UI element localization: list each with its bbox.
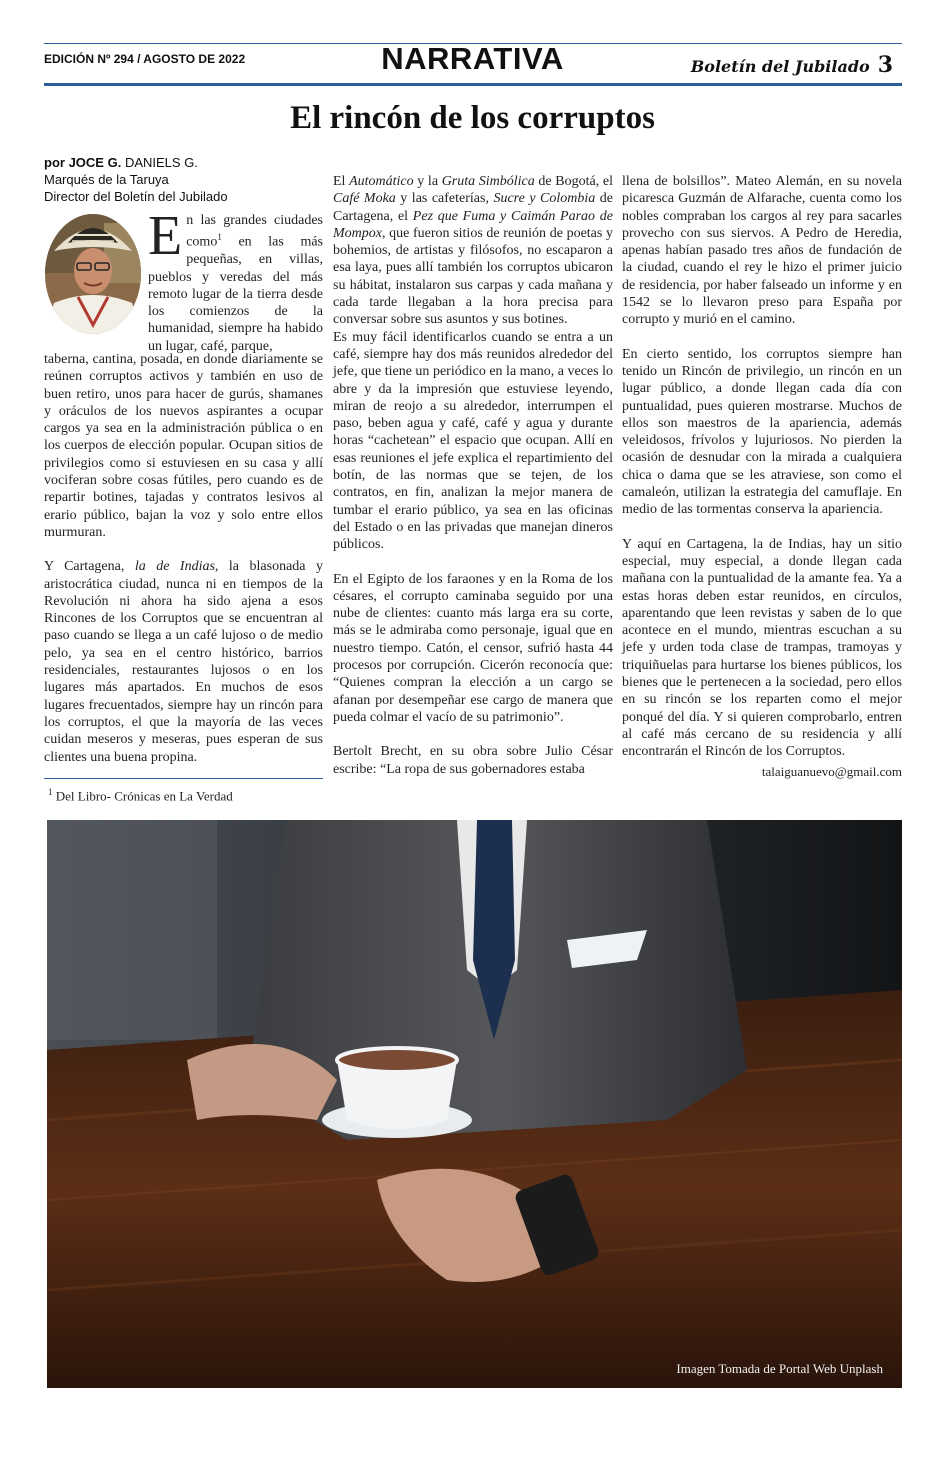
c2p1-a: El [333, 174, 350, 189]
author-email: talaiguanuevo@gmail.com [761, 764, 902, 779]
edition-label: EDICIÓN Nº 294 / AGOSTO DE 2022 [44, 52, 246, 66]
footnote-rule [44, 778, 323, 779]
c2p1-i5: Pez que Fuma y Caimán Parao de Mompox [333, 208, 613, 241]
footnote-ref: 1 [217, 232, 222, 243]
coffee-photo-illustration [47, 820, 902, 1388]
footnote [48, 787, 233, 804]
col3-paragraph-2: En cierto sentido, los corruptos siempre han tenido un Rincón de privilegio, un rincón en un lugar público, a donde llegan cada día con puntualidad, pues quieren mostrarse. Muchos de ellos son maestros de la apariencia, además veleidosos, frívolos y lujuriosos. No pierden la ocasión de desnudar con la mirada a cualquiera chica o dama que se les atraviese, son como el camaleón, utilizan la estrategia del camuflaje. En medio de las tormentas conserva la apariencia. [622, 346, 902, 518]
coffee-photo [47, 820, 902, 1388]
col2-paragraph-3: En el Egipto de los faraones y en la Roma de los césares, el corrupto caminaba seguido por una nube de clientes: cuanto más larga era su corte, más se le admiraba como personaje, igual que en nuestro tiempo. Catón, el censor, sufrió hasta 44 procesos por corrupción. Cicerón reconocía que: “Quienes compran la elección a un cargo se afanan por desempeñar ese cargo de manera que pueda colmar el vacío de su patrimonio”. [333, 571, 613, 725]
article-title: El rincón de los corruptos [290, 100, 655, 136]
section-title: NARRATIVA [381, 41, 564, 76]
footnote-text: Del Libro- Crónicas en La Verdad [52, 788, 233, 804]
col2-paragraph-2: Es muy fácil identificarlos cuando se entra a un café, siempre hay dos más reunidos alrededor del jefe, que tiene un periódico en la mano, a veces lo abre y da la impresión que estuviese leyendo, miran de reojo a su alrededor, interrumpen el paso, beben agua y café, café y agua y durante horas “cachetean” el espacio que ocupan. Allí en esas reuniones el jefe explica el repartimiento del botín, de las normas que se tejen, de los contratos, en fin, analizan la mejor manera de tumbar el erario público, ya sea en las oficinas del Estado o en las privadas que manejan dineros públicos. [333, 329, 613, 553]
header-bottom-rule [44, 83, 902, 86]
c2p1-c: de Bogotá, el [534, 174, 613, 189]
photo-credit: Imagen Tomada de Portal Web Unplash [676, 1361, 883, 1376]
byline-prefix: por [44, 155, 65, 170]
masthead-brand [691, 52, 893, 78]
c2p1-d: y las cafeterías, [395, 191, 494, 207]
byline-author-bold: JOCE G. [68, 155, 122, 170]
paragraph-2-text-b: , la blasonada y aristocrática ciudad, nunca ni en tiempos de la Revolución ni ahora ha sido ajena a esos Rincones de los Corruptos que se encuentran al paso cuando se llega a un café lujoso o de medio pelo, ya sea en el centro histórico, barrios residenciales, restaurantes lujosos o en los lugares más apartados. En muchos de esos lugares frecuentados, siempre hay un rincón para los corruptos, el que la mayoría de las veces cuidan meseros y meseras, pues esperan de sus clientes una buena propina. [44, 559, 323, 765]
c2p1-i1: Automático [349, 174, 414, 189]
col2-paragraph-4: Bertolt Brecht, en su obra sobre Julio César escribe: “La ropa de sus gobernadores estaba [333, 744, 613, 777]
c2p1-b: y la [413, 174, 442, 189]
byline-role: Director del Boletín del Jubilado [44, 189, 228, 204]
c2p1-i3: Café Moka [333, 191, 396, 207]
col2-paragraph-1 [333, 173, 613, 329]
c2p1-e: de Cartagena, el [333, 191, 613, 224]
byline [44, 154, 228, 205]
paragraph-2 [44, 558, 323, 766]
page-number: 3 [877, 52, 893, 78]
paragraph-1-start: n las grandes ciudades como [186, 213, 323, 250]
column-1-body [44, 351, 323, 766]
c2p1-i4: Sucre y Colombia [493, 191, 596, 207]
byline-author-rest: DANIELS G. [124, 155, 198, 170]
byline-title: Marqués de la Taruya [44, 172, 169, 187]
paragraph-2-text-a: Y Cartagena, [44, 559, 135, 575]
column-1-top [148, 205, 323, 355]
paragraph-1-end: taberna, cantina, posada, en donde diariamente se reúnen corruptos activos y también en uso de buen retiro, unos para hacer de gurús, shamanes y oráculos de los nuevos aspirantes a ocupar cargos ya sea en la administración pública o en los cuerpos de elección popular. Ocupan sitios de privilegios como si estuviesen en su casa y allí vociferan sobre cosas fútiles, pero cuando es de repartir botines, tajadas y contratos lesivos al erario público, bajan la voz y solo entre ellos murmuran. [44, 352, 323, 540]
c2p1-i2: Gruta Simbólica [441, 174, 535, 189]
col3-paragraph-1: llena de bolsillos”. Mateo Alemán, en su novela picaresca Guzmán de Alfarache, cuenta como los nobles compraban los cargos al rey para sacarles provecho con sus siervos. A Pedro de Heredia, apenas habían pasado tres años de fundación de la ciudad, cuando el rey le hizo el primer juicio de residencia, por haber falseado un informe y en 1542 se lo llevaron preso para España por corrupto y murió en el camino. [622, 174, 902, 328]
paragraph-2-italic: la de Indias [134, 559, 215, 575]
drop-cap: E [148, 205, 183, 267]
col3-paragraph-3: Y aquí en Cartagena, la de Indias, hay un sitio especial, muy especial, a donde llegan cada mañana con la puntualidad de la amante fea. Ya a estas horas deben estar reunidos, en círculos, aparentando que leen revistas y saben de lo que acontece en el mundo, mientras escuchan a su jefe y urden toda clase de trampas, tramoyas y triquiñuelas para hurtarse los bienes públicos, los bienes que le pertenecen a la sociedad, pero ellos en su rincón se los reparten como el mejor ponqué del día. Y si quieren comprobarlo, entren al café más cercano de su residencia y allí encontrarán el Rincón de los Corruptos. [622, 536, 902, 760]
column-3 [622, 173, 902, 761]
c2p1-f: , que fueron sitios de reunión de poetas y bohemios, de artistas y filósofos, no escaparon a esa laya, pues allí también los corruptos ubicaron su hábitat, instalaron sus carpas y cada mañana y cada tarde llegaban a la hora precisa para conversar sobre sus asuntos y sus botines. [333, 225, 613, 328]
author-portrait [44, 213, 142, 335]
column-2 [333, 173, 613, 778]
footnote-number: 1 [48, 787, 53, 797]
paragraph-1-cont: en las más pequeñas, en villas, pueblos y veredas del más remoto lugar de la tierra desde los comienzos de la humanidad, siempre ha habido un lugar, café, parque, [148, 234, 323, 354]
brand-name: Boletín del Jubilado [690, 57, 870, 76]
